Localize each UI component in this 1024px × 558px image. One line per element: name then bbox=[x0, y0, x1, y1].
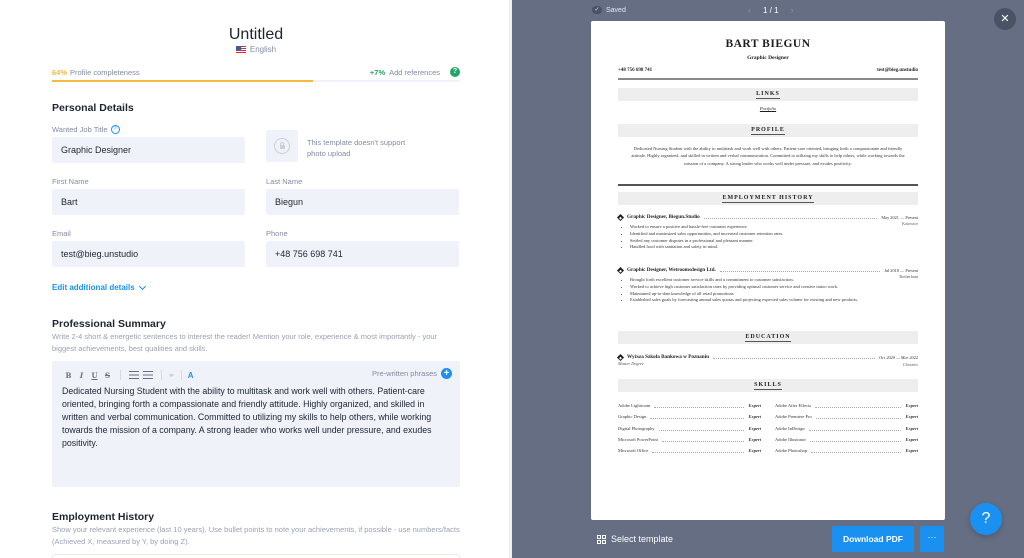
last-name-input[interactable]: Biegun bbox=[266, 189, 459, 215]
cv-skill: Adobe Premiere Pro Expert bbox=[775, 414, 918, 420]
cv-job-bullets: • Brought forth excellent customer service skills and a commitment to customer satisfaction. • Worked to achieve high customer satisfaction rates by providing optimal customer service and creative tattoo work. • Maintained up-to-date knowledge of all retail promotions. • Established sales goals by forecasting annual sales quotas and projecting expected sales volume for existing and new products. bbox=[630, 277, 860, 304]
document-title[interactable]: Untitled bbox=[228, 26, 284, 43]
cv-degree: Master Degree bbox=[618, 361, 644, 366]
page-indicator: 1 / 1 bbox=[763, 5, 779, 15]
save-status-label: Saved bbox=[606, 6, 626, 14]
cv-skill: Adobe After Effects Expert bbox=[775, 403, 918, 408]
cv-skill: Digital Photography Expert bbox=[618, 425, 761, 431]
completeness-fill bbox=[52, 80, 313, 82]
cv-divider bbox=[618, 184, 918, 186]
first-name-label: First Name bbox=[52, 177, 89, 186]
cv-employment-heading: EMPLOYMENT HISTORY bbox=[618, 192, 918, 205]
resume-page bbox=[591, 21, 945, 520]
link-icon[interactable]: ⚭ bbox=[168, 370, 175, 380]
cv-skill: Graphic Design Expert bbox=[618, 414, 761, 420]
cv-skill: Adobe Photoshop Expert bbox=[775, 448, 918, 454]
photo-upload-disabled bbox=[266, 130, 298, 162]
toolbar-divider bbox=[181, 370, 182, 380]
download-pdf-button[interactable]: Download PDF bbox=[832, 526, 914, 552]
photo-note: This template doesn't support photo upload bbox=[307, 138, 406, 158]
cv-profile-heading: PROFILE bbox=[618, 124, 918, 137]
language-label: English bbox=[249, 45, 277, 54]
cloud-check-icon: ✓ bbox=[592, 6, 602, 14]
professional-summary-title: Professional Summary bbox=[52, 318, 166, 330]
bonus-percent: +7% bbox=[369, 67, 386, 77]
add-references-tip[interactable] bbox=[370, 67, 460, 77]
personal-details-title: Personal Details bbox=[52, 102, 134, 114]
phone-label: Phone bbox=[266, 229, 288, 238]
job-title-label bbox=[52, 125, 120, 134]
email-label: Email bbox=[52, 229, 71, 238]
cv-skills-heading: SKILLS bbox=[618, 379, 918, 392]
completeness-percent: 64% bbox=[52, 68, 68, 77]
cv-skill: Adobe InDesign Expert bbox=[775, 425, 918, 431]
next-page-button[interactable]: › bbox=[790, 5, 794, 15]
prewritten-label: Pre-written phrases bbox=[371, 369, 437, 378]
cv-skill: Microsoft Office Expert bbox=[618, 448, 761, 454]
cv-links-heading: LINKS bbox=[618, 88, 918, 101]
cv-portfolio-link[interactable]: Portfolio bbox=[759, 106, 777, 111]
language-selector[interactable] bbox=[0, 45, 512, 54]
cv-education-entry bbox=[618, 354, 918, 367]
prev-page-button[interactable]: ‹ bbox=[748, 5, 751, 15]
cv-skill: Adobe Illustrator Expert bbox=[775, 436, 918, 442]
phone-input[interactable]: +48 756 698 741 bbox=[266, 241, 459, 267]
cv-divider bbox=[618, 78, 918, 80]
resume-preview-panel bbox=[512, 0, 1024, 558]
profile-completeness bbox=[52, 68, 460, 78]
spellcheck-icon[interactable]: A bbox=[187, 370, 194, 380]
cv-email: test@bieg.unstudio bbox=[877, 68, 918, 73]
completeness-label: Profile completeness bbox=[70, 68, 140, 77]
page-pager bbox=[748, 5, 794, 15]
employment-history-title: Employment History bbox=[52, 511, 155, 523]
close-button[interactable]: ✕ bbox=[994, 8, 1016, 30]
summary-editor[interactable] bbox=[52, 361, 460, 487]
job-title-label-text: Wanted Job Title bbox=[52, 125, 108, 134]
toolbar-divider bbox=[161, 370, 162, 380]
cv-school: Wyższa Szkoła Bankowa w Poznaniu bbox=[627, 354, 709, 360]
cv-skill: Microsoft PowerPoint Expert bbox=[618, 436, 761, 442]
bonus-label: Add references bbox=[389, 67, 440, 77]
select-template-label: Select template bbox=[611, 534, 674, 544]
completeness-bar bbox=[52, 80, 460, 82]
cv-job-location: Rotherham bbox=[899, 274, 918, 279]
cv-role: Graphic Designer bbox=[747, 55, 789, 61]
last-name-label: Last Name bbox=[266, 177, 303, 186]
strikethrough-button[interactable]: S bbox=[104, 370, 111, 380]
cv-name: BART BIEGUN bbox=[725, 38, 811, 50]
grid-icon bbox=[597, 535, 606, 544]
diamond-bullet-icon bbox=[617, 266, 624, 273]
chevron-down-icon bbox=[139, 282, 146, 289]
question-icon[interactable]: ? bbox=[450, 67, 460, 77]
help-button[interactable]: ? bbox=[970, 503, 1002, 535]
info-icon[interactable]: ? bbox=[111, 125, 120, 134]
underline-button[interactable]: U bbox=[91, 370, 98, 380]
us-flag-icon bbox=[236, 46, 246, 53]
summary-hint: Write 2-4 short & energetic sentences to interest the reader! Mention your role, experience & most importantly - your biggest achievements, best qualities and skills. bbox=[52, 332, 438, 353]
select-template-button[interactable] bbox=[597, 534, 673, 544]
cv-job-title: Graphic Designer, Wetroomsdesign Ltd. bbox=[627, 267, 716, 273]
cv-profile-text: Dedicated Nursing Student with the ability to multitask and work well with others. Patient-care oriented, bringing forth a compassionate and friendly attitude. Highly organized, and skilled in written and verbal communication. Committed to utilizing my skills to help others, while working towards the mission of a company. A strong leader who works well under pressure, and exudes positivity. bbox=[631, 146, 905, 166]
ordered-list-icon[interactable] bbox=[129, 371, 139, 379]
cv-job-entry bbox=[618, 214, 918, 251]
cv-job-title: Graphic Designer, Biegun.Studio bbox=[627, 214, 700, 220]
more-options-button[interactable]: ··· bbox=[920, 526, 944, 552]
cv-skills-list bbox=[618, 400, 918, 453]
cv-job-dates: May 2021 — Present bbox=[881, 214, 918, 220]
cv-edu-location: Chorzów bbox=[902, 362, 918, 367]
edit-additional-details-link[interactable] bbox=[52, 283, 145, 292]
diamond-bullet-icon bbox=[617, 213, 624, 220]
cv-job-location: Katowice bbox=[901, 221, 918, 226]
employment-hint: Show your relevant experience (last 10 years). Use bullet points to note your achievements, if possible - use numbers/facts (Achieved X, measured by Y, by doing Z). bbox=[52, 525, 460, 546]
employment-entry[interactable] bbox=[52, 554, 460, 558]
toolbar-divider bbox=[120, 370, 121, 380]
editor-toolbar bbox=[62, 369, 452, 381]
cv-edu-dates: Oct 2020 — Mar 2022 bbox=[879, 354, 918, 360]
bullet-list-icon[interactable] bbox=[143, 371, 153, 379]
lock-icon bbox=[274, 138, 290, 154]
cv-skill: Adobe Lightroom Expert bbox=[618, 403, 761, 408]
diamond-bullet-icon bbox=[617, 353, 624, 360]
cv-job-dates: Jul 2018 — Present bbox=[884, 267, 918, 273]
summary-text[interactable]: Dedicated Nursing Student with the ability to multitask and work well with others. Patient-care oriented, bringing forth a compassionate and friendly attitude. Highly organized, and skilled in written and verbal communication. Committed to utilizing my skills to help others, while working towards the mission of a company. A strong leader who works well under pressure, and exudes positivity. bbox=[62, 386, 432, 448]
prewritten-phrases-button[interactable] bbox=[372, 368, 452, 379]
cv-education-heading: EDUCATION bbox=[618, 331, 918, 344]
edit-additional-details-label: Edit additional details bbox=[52, 283, 135, 292]
italic-button[interactable]: I bbox=[79, 370, 84, 380]
bold-button[interactable]: B bbox=[65, 370, 72, 380]
cv-contact bbox=[618, 68, 918, 73]
cv-job-entry bbox=[618, 267, 918, 304]
save-status bbox=[592, 6, 626, 14]
cv-job-bullets: • Worked to ensure a positive and hassle-free customer experience. • Identified and maximized sales opportunities, and increased customer retention rates. • Settled any customer disputes in a professional and pleasant manner. • Handled food with sanitation and safety in mind. bbox=[630, 224, 860, 251]
plus-icon: + bbox=[441, 368, 452, 379]
cv-phone: +48 756 698 741 bbox=[618, 68, 653, 73]
email-input[interactable]: test@bieg.unstudio bbox=[52, 241, 245, 267]
job-title-input[interactable]: Graphic Designer bbox=[52, 137, 245, 163]
first-name-input[interactable]: Bart bbox=[52, 189, 245, 215]
